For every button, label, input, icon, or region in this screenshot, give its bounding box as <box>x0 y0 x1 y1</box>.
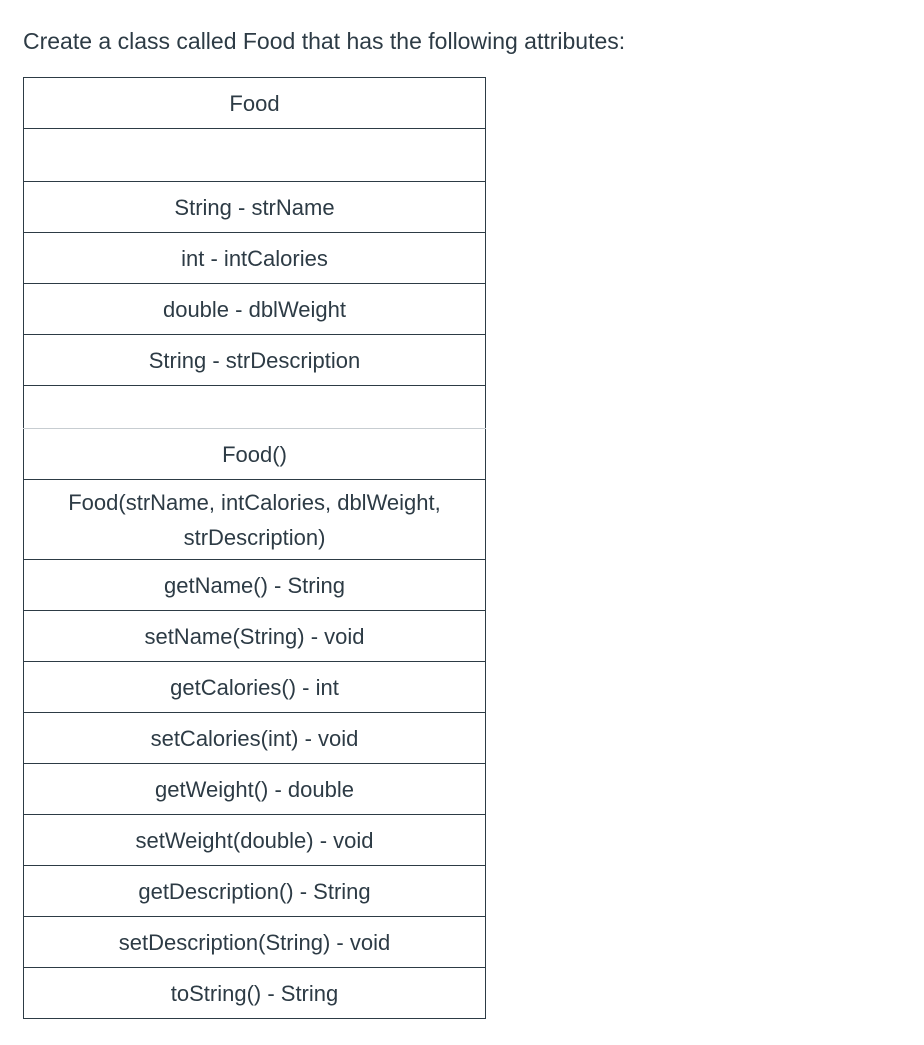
method-cell: setName(String) - void <box>24 611 486 662</box>
attribute-cell: String - strName <box>24 182 486 233</box>
method-row <box>24 815 486 866</box>
method-cell: Food() <box>24 429 486 480</box>
method-cell: getWeight() - double <box>24 764 486 815</box>
method-row <box>24 560 486 611</box>
question-prompt: Create a class called Food that has the following attributes: <box>23 28 626 54</box>
method-row <box>24 968 486 1019</box>
separator-row <box>24 386 486 429</box>
attribute-row <box>24 335 486 386</box>
class-name-cell: Food <box>24 78 486 129</box>
method-row <box>24 866 486 917</box>
class-name-row <box>24 78 486 129</box>
method-row <box>24 662 486 713</box>
attribute-row <box>24 233 486 284</box>
method-cell: setCalories(int) - void <box>24 713 486 764</box>
attribute-cell: String - strDescription <box>24 335 486 386</box>
method-cell: getDescription() - String <box>24 866 486 917</box>
method-cell: toString() - String <box>24 968 486 1019</box>
separator-row <box>24 129 486 182</box>
empty-separator-cell <box>24 129 486 182</box>
method-row <box>24 429 486 480</box>
attribute-row <box>24 182 486 233</box>
method-cell: setDescription(String) - void <box>24 917 486 968</box>
attribute-cell: int - intCalories <box>24 233 486 284</box>
method-row <box>24 764 486 815</box>
attribute-cell: double - dblWeight <box>24 284 486 335</box>
empty-separator-cell <box>24 386 486 429</box>
method-row <box>24 713 486 764</box>
method-row <box>24 611 486 662</box>
method-row <box>24 917 486 968</box>
method-cell: getName() - String <box>24 560 486 611</box>
method-row <box>24 480 486 560</box>
uml-class-diagram <box>23 77 486 1019</box>
method-cell: setWeight(double) - void <box>24 815 486 866</box>
method-cell: getCalories() - int <box>24 662 486 713</box>
method-cell: Food(strName, intCalories, dblWeight, strDescription) <box>24 480 486 560</box>
attribute-row <box>24 284 486 335</box>
